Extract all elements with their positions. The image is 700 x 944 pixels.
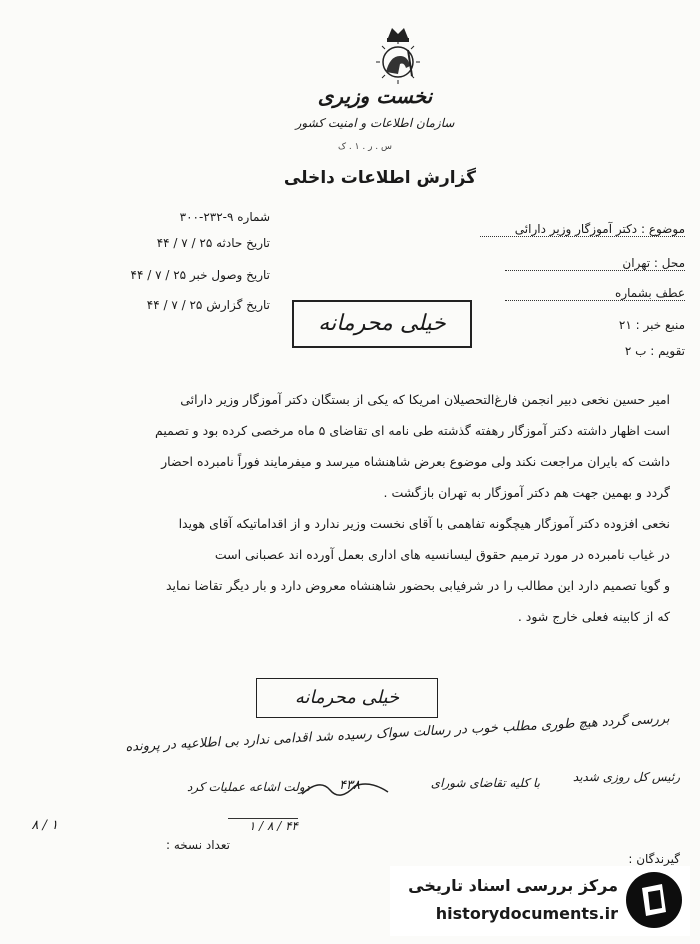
watermark-title: مرکز بررسی اسناد تاریخی (408, 876, 618, 895)
body-line: گردد و بهمین جهت هم دکتر آموزگار به تهران بازگشت . (383, 485, 670, 500)
body-line: نخعی افزوده دکتر آموزگار هیچگونه تفاهمی با آقای نخست وزیر ندارد و از اقداماتیکه آقای هویدا (178, 516, 670, 531)
body-line: است اظهار داشته دکتر آموزگار رهفته گذشته طی نامه ای تقاضای ۵ ماه مرخصی کرده بود و تصمیم (155, 423, 670, 438)
body-line: داشت که بایران مراجعت نکند ولی موضوع بعرض شاهنشاه میرسد و میفرمایند فوراً نامبرده احضار (161, 454, 670, 469)
lion-and-sun-emblem-icon (370, 20, 426, 90)
handwritten-note-mid: با کلیه تقاضای شورای (430, 776, 540, 790)
incident-date: تاریخ حادثه ۲۵ / ۷ / ۴۴ (156, 236, 270, 250)
watermark (390, 866, 690, 936)
margin-mark: ۱ / ۸ (31, 818, 58, 833)
handwritten-note-line2: دولت اشاعه عملیات کرد (187, 780, 310, 794)
report-date: تاریخ گزارش ۲۵ / ۷ / ۴۴ (146, 298, 270, 312)
recipients-label: گیرندگان : (628, 852, 680, 866)
body-line: امیر حسین نخعی دبیر انجمن فارغ‌التحصیلان امریکا که یکی از بستگان دکتر آموزگار وزیر دارائی (180, 392, 670, 407)
body-line: و گویا تصمیم دارد این مطالب را در شرفیابی بحضور شاهنشاه معروض دارد و بار دیگر تقاضا نماید (165, 578, 670, 593)
handwritten-date: ۴۴ / ۸ / ۱ (228, 818, 298, 833)
watermark-url[interactable]: historydocuments.ir (435, 904, 618, 923)
place-field: محل : تهران (505, 256, 685, 271)
handwritten-signature-note: رئیس کل روزی شدید (572, 770, 680, 784)
report-body (40, 384, 670, 632)
reference-field: عطف بشماره (505, 286, 685, 301)
body-line: در غیاب نامبرده در مورد ترمیم حقوق لیسانسیه های اداری بعمل آورده اند عصبانی است (214, 547, 670, 562)
signature-icon (300, 776, 390, 800)
report-type-heading: گزارش اطلاعات داخلی (283, 168, 477, 188)
report-number: شماره ۹-۲۳۲-۳۰۰ (179, 210, 270, 224)
copies-count: تعداد نسخه : (165, 838, 230, 852)
receipt-date: تاریخ وصول خبر ۲۵ / ۷ / ۴۴ (130, 268, 270, 282)
watermark-logo-icon (626, 872, 682, 928)
organization-name: سازمان اطلاعات و امنیت کشور (295, 116, 455, 130)
reference-code: س . ر . ۱ . ک (338, 142, 392, 152)
handwritten-note-line1: بررسی گردد هیچ طوری مطلب خوب در رسالت سواک رسیده شد اقدامی ندارد بی اطلاعیه در پرونده (125, 711, 670, 756)
subject-field: موضوع : دکتر آموزگار وزیر دارائی (480, 222, 685, 237)
ministry-title: نخست وزیری (317, 84, 433, 108)
top-secret-stamp: خیلی محرمانه (292, 300, 472, 348)
evaluation-field: تقویم : ب ۲ (624, 344, 685, 358)
source-field: منبع خبر : ۲۱ (618, 318, 685, 332)
top-secret-stamp-bottom: خیلی محرمانه (256, 678, 438, 718)
handwritten-number: ۴۳۸ (339, 778, 360, 793)
body-line: که از کابینه فعلی خارج شود . (517, 609, 670, 624)
